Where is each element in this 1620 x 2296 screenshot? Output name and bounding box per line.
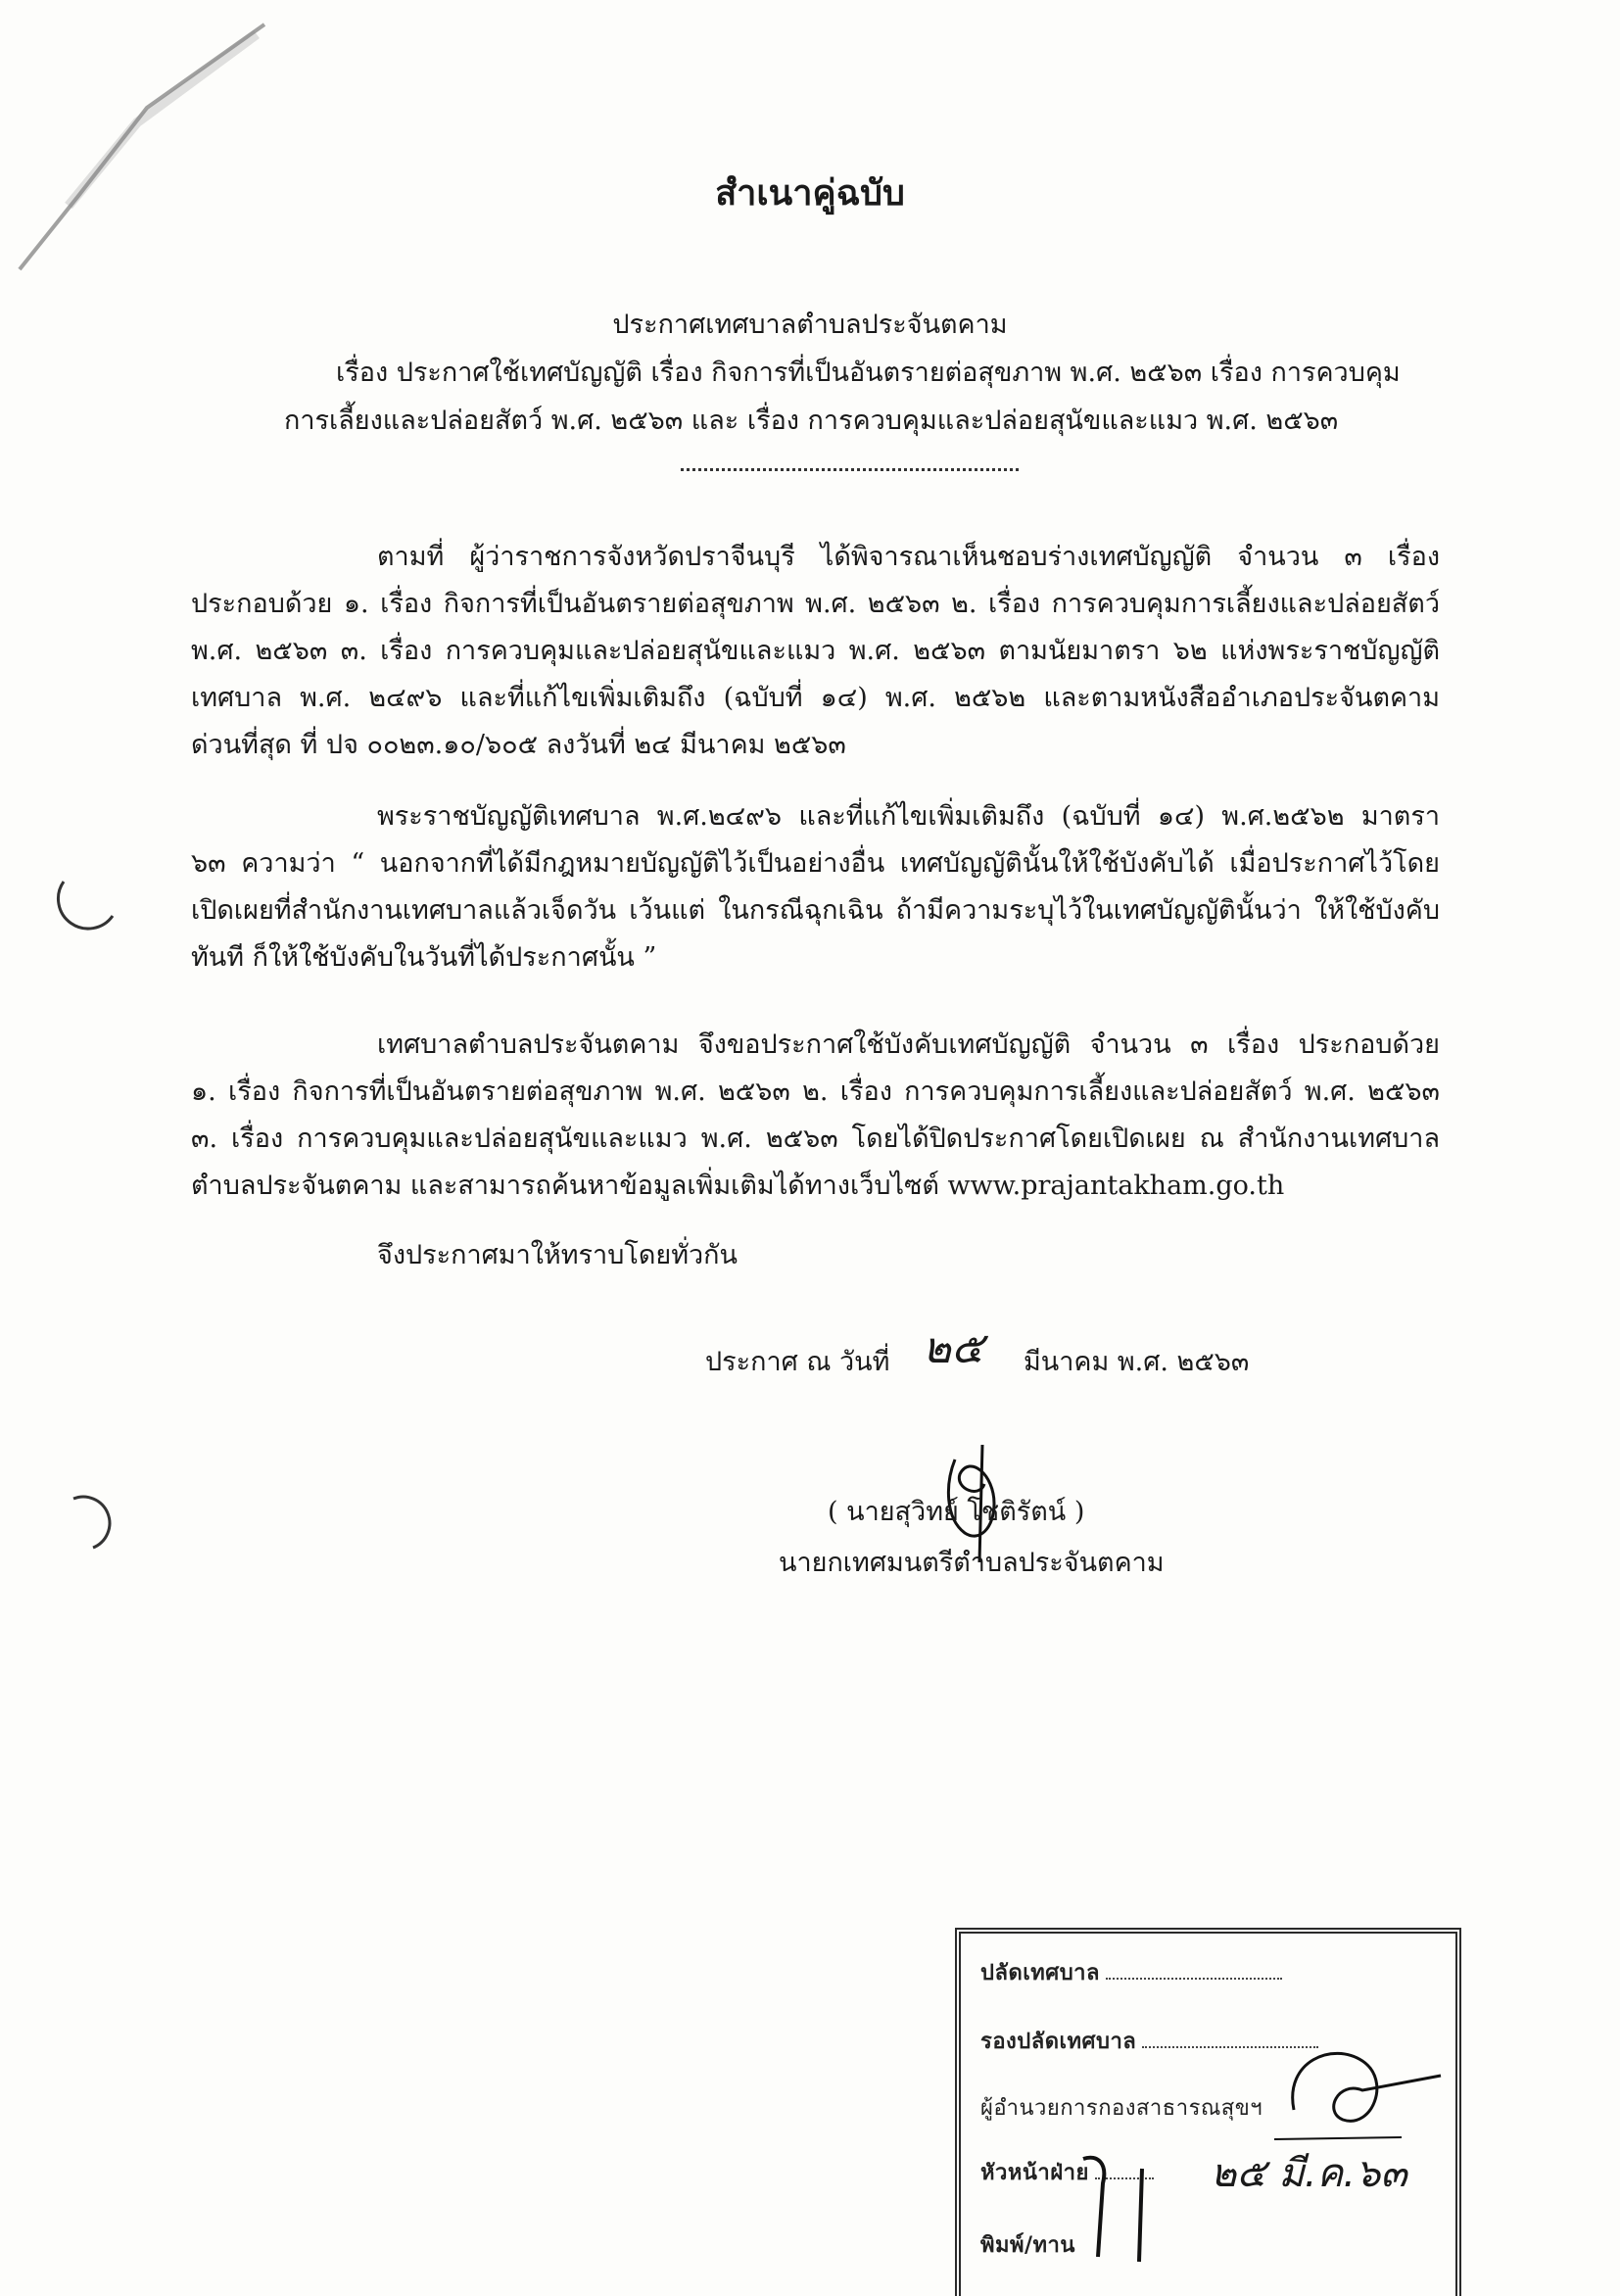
paragraph-line: เทศบาล พ.ศ. ๒๔๙๖ และที่แก้ไขเพิ่มเติมถึง (ฉบับที่ ๑๔) พ.ศ. ๒๕๖๒ และตามหนังสืออำเภอประจันตคาม — [191, 683, 1440, 713]
paragraph-line: เปิดเผยที่สำนักงานเทศบาลแล้วเจ็ดวัน เว้นแต่ ในกรณีฉุกเฉิน ถ้ามีความระบุไว้ในเทศบัญญัตินั้นว่า ให้ใช้บังคับ — [191, 895, 1440, 926]
signatory-name: ( นายสุวิทย์ โชติรัตน์ ) — [828, 1497, 1085, 1527]
paragraph-line: พระราชบัญญัติเทศบาล พ.ศ.๒๔๙๖ และที่แก้ไขเพิ่มเติมถึง (ฉบับที่ ๑๔) พ.ศ.๒๕๖๒ มาตรา — [377, 801, 1440, 832]
stamp-row: พิมพ์/ทาน — [980, 2232, 1075, 2258]
paragraph-line: พ.ศ. ๒๕๖๓ ๓. เรื่อง การควบคุมและปล่อยสุนัขและแมว พ.ศ. ๒๕๖๓ ตามนัยมาตรา ๖๒ แห่งพระราชบัญญัติ — [191, 636, 1440, 666]
stamp-handwritten-date: ๒๕ มี.ค.๖๓ — [1211, 2151, 1407, 2196]
paragraph-line: ๑. เรื่อง กิจการที่เป็นอันตรายต่อสุขภาพ พ.ศ. ๒๕๖๓ ๒. เรื่อง การควบคุมการเลี้ยงและปล่อยสัตว์ พ.ศ. ๒๕๖๓ — [191, 1076, 1440, 1107]
signatory-title: นายกเทศมนตรีตำบลประจันตคาม — [779, 1548, 1165, 1578]
paragraph-1 — [191, 534, 1440, 769]
scan-streak-mark — [0, 0, 294, 284]
closing-sentence: จึงประกาศมาให้ทราบโดยทั่วกัน — [377, 1240, 738, 1270]
date-prefix: ประกาศ ณ วันที่ — [705, 1347, 890, 1377]
paragraph-line: ทันที ก็ให้ใช้บังคับในวันที่ได้ประกาศนั้น ” — [191, 942, 657, 973]
paragraph-3 — [191, 1022, 1440, 1210]
stamp-row: หัวหน้าฝ่าย — [980, 2155, 1154, 2189]
paragraph-2 — [191, 793, 1440, 981]
handwritten-day: ๒๕ — [923, 1323, 984, 1373]
paragraph-line: ๓. เรื่อง การควบคุมและปล่อยสุนัขและแมว พ.ศ. ๒๕๖๓ โดยได้ปิดประกาศโดยเปิดเผย ณ สำนักงานเทศบาล — [191, 1124, 1440, 1154]
punch-hole-top — [54, 862, 122, 931]
punch-hole-bottom — [54, 1489, 122, 1557]
separator-dots — [681, 468, 1019, 471]
paragraph-line: ตามที่ ผู้ว่าราชการจังหวัดปราจีนบุรี ได้พิจารณาเห็นชอบร่างเทศบัญญัติ จำนวน ๓ เรื่อง — [377, 542, 1440, 572]
paragraph-line: ตำบลประจันตคาม และสามารถค้นหาข้อมูลเพิ่มเติมได้ทางเว็บไซต์ www.prajantakham.go.th — [191, 1171, 1285, 1201]
stamp-handwritten-stroke — [1069, 2139, 1167, 2267]
stamp-initials-mark — [1255, 2022, 1451, 2169]
stamp-row: ปลัดเทศบาล — [980, 1955, 1282, 1989]
date-suffix: มีนาคม พ.ศ. ๒๕๖๓ — [1024, 1347, 1250, 1377]
issuer-title: ประกาศเทศบาลตำบลประจันตคาม — [612, 310, 1008, 340]
stamp-row: รองปลัดเทศบาล — [980, 2024, 1318, 2058]
subject-line-1: เรื่อง ประกาศใช้เทศบัญญัติ เรื่อง กิจการที่เป็นอันตรายต่อสุขภาพ พ.ศ. ๒๕๖๓ เรื่อง การควบคุม — [336, 358, 1401, 388]
routing-stamp — [955, 1928, 1461, 2296]
copy-label: สำเนาคู่ฉบับ — [715, 172, 905, 214]
stamp-row: ผู้อำนวยการกองสาธารณสุขฯ — [980, 2096, 1263, 2121]
paragraph-line: ๖๓ ความว่า “ นอกจากที่ได้มีกฎหมายบัญญัติไว้เป็นอย่างอื่น เทศบัญญัตินั้นให้ใช้บังคับได้ เมื่อประกาศไว้โดย — [191, 848, 1440, 879]
paragraph-line: เทศบาลตำบลประจันตคาม จึงขอประกาศใช้บังคับเทศบัญญัติ จำนวน ๓ เรื่อง ประกอบด้วย — [377, 1029, 1440, 1060]
paragraph-line: ด่วนที่สุด ที่ ปจ ๐๐๒๓.๑๐/๖๐๕ ลงวันที่ ๒๔ มีนาคม ๒๕๖๓ — [191, 730, 846, 760]
paragraph-line: ประกอบด้วย ๑. เรื่อง กิจการที่เป็นอันตรายต่อสุขภาพ พ.ศ. ๒๕๖๓ ๒. เรื่อง การควบคุมการเลี้ยงและปล่อยสัตว์ — [191, 589, 1440, 619]
subject-line-2: การเลี้ยงและปล่อยสัตว์ พ.ศ. ๒๕๖๓ และ เรื่อง การควบคุมและปล่อยสุนัขและแมว พ.ศ. ๒๕๖๓ — [284, 406, 1339, 436]
